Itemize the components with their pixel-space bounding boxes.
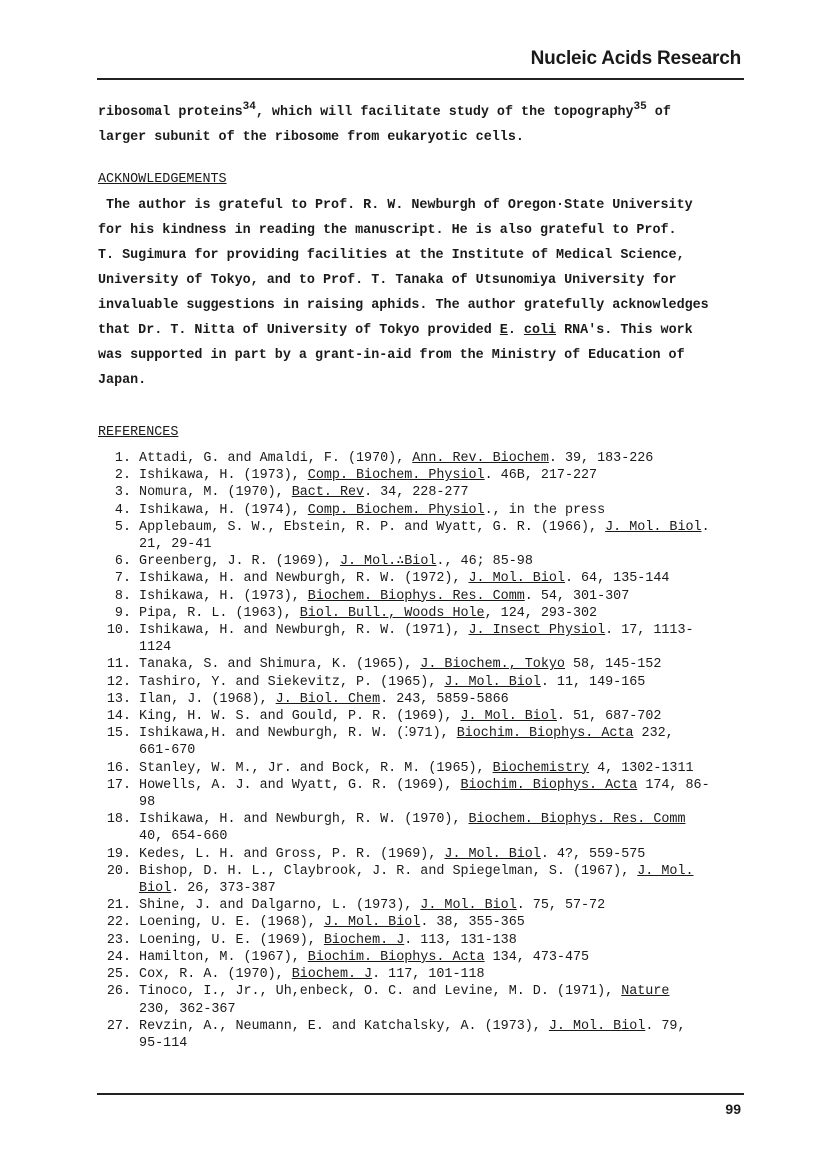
reference-journal: J. Biochem., Tokyo xyxy=(420,657,565,673)
reference-text xyxy=(131,725,674,759)
reference-text xyxy=(131,570,669,587)
reference-details: . 51, 687-702 xyxy=(556,709,662,725)
ack-line-6mid: . xyxy=(507,323,524,338)
reference-text xyxy=(131,897,605,914)
acknowledgements-heading: ACKNOWLEDGEMENTS xyxy=(98,172,227,187)
reference-text xyxy=(131,811,685,845)
reference-text xyxy=(131,656,661,673)
reference-number: 17. xyxy=(106,777,131,793)
reference-journal: J. Mol. Biol xyxy=(444,674,541,690)
reference-journal: Ann. Rev. Biochem xyxy=(412,451,549,466)
reference-authors: Ishikawa, H. (1974), xyxy=(139,502,308,518)
reference-number: 16. xyxy=(106,760,131,776)
header-rule xyxy=(97,78,744,80)
reference-item xyxy=(98,811,758,845)
reference-text xyxy=(131,1018,686,1052)
ack-line: University of Tokyo, and to Prof. T. Tanaka of Utsunomiya University for xyxy=(98,273,677,288)
reference-number: 9. xyxy=(114,605,131,621)
reference-journal: Biol. Bull., Woods Hole xyxy=(299,605,485,621)
references-heading: REFERENCES xyxy=(98,425,179,440)
reference-item xyxy=(98,966,758,983)
reference-details: . xyxy=(701,519,710,535)
reference-continuation: 98 xyxy=(139,795,156,811)
reference-authors: Tinoco, I., Jr., Uh,enbeck, O. C. and Levine, M. D. (1971), xyxy=(139,984,622,1000)
reference-item xyxy=(98,949,758,966)
ack-line: for his kindness in reading the manuscript. He is also grateful to Prof. xyxy=(98,223,677,238)
reference-continuation: 21, 29-41 xyxy=(139,537,212,553)
intro-text-a: ribosomal proteins xyxy=(98,105,243,120)
reference-text xyxy=(131,467,597,484)
reference-authors: King, H. W. S. and Gould, P. R. (1969), xyxy=(139,709,461,725)
reference-journal: Biochem. Biophys. Res. Comm xyxy=(307,588,525,604)
reference-item xyxy=(98,708,758,725)
reference-number: 2. xyxy=(114,468,131,484)
reference-details: . 54, 301-307 xyxy=(524,588,630,604)
reference-text xyxy=(131,691,509,708)
reference-journal: J. Mol. xyxy=(637,863,694,879)
intro-text-c: of xyxy=(646,105,671,120)
reference-text xyxy=(131,932,517,949)
reference-number: 12. xyxy=(106,674,131,690)
reference-item xyxy=(98,914,758,931)
reference-item xyxy=(98,656,758,673)
reference-journal: J. Biol. Chem xyxy=(275,691,381,707)
ack-line: invaluable suggestions in raising aphids. The author gratefully acknowledges xyxy=(98,298,709,313)
reference-details: . 39, 183-226 xyxy=(548,451,654,466)
ack-line: was supported in part by a grant-in-aid from the Ministry of Education of xyxy=(98,348,685,363)
reference-text xyxy=(131,914,525,931)
reference-details: . 17, 1113- xyxy=(605,623,694,639)
reference-continuation: 661-670 xyxy=(139,743,196,759)
reference-number: 21. xyxy=(106,898,131,914)
reference-details: 174, 86- xyxy=(637,777,710,793)
reference-authors: Ishikawa, H. and Newburgh, R. W. (1971), xyxy=(139,623,469,639)
page-number: 99 xyxy=(725,1101,741,1117)
reference-item xyxy=(98,691,758,708)
reference-number: 15. xyxy=(106,726,131,742)
ack-line: T. Sugimura for providing facilities at the Institute of Medical Science, xyxy=(98,248,685,263)
reference-journal: J. Mol. Biol xyxy=(323,915,421,931)
citation-35: 35 xyxy=(633,100,647,113)
reference-authors: Ishikawa, H. and Newburgh, R. W. (1970), xyxy=(139,812,469,828)
reference-number: 13. xyxy=(106,691,131,707)
reference-authors: Nomura, M. (1970), xyxy=(139,485,292,501)
reference-text xyxy=(131,674,645,691)
reference-number: 3. xyxy=(114,485,131,501)
reference-item xyxy=(98,553,758,570)
intro-text-b: , which will facilitate study of the topography xyxy=(255,105,634,120)
reference-journal: Biochim. Biophys. Acta xyxy=(456,726,634,742)
reference-authors: Cox, R. A. (1970), xyxy=(139,967,292,983)
reference-authors: Kedes, L. H. and Gross, P. R. (1969), xyxy=(139,846,445,862)
reference-details: . 75, 57-72 xyxy=(516,898,606,914)
reference-item xyxy=(98,588,758,605)
reference-details: . 38, 355-365 xyxy=(420,915,525,931)
intro-line-2: larger subunit of the ribosome from eukaryotic cells. xyxy=(98,130,524,145)
reference-item xyxy=(98,467,758,484)
reference-journal: J. Mol. Biol xyxy=(548,1018,646,1034)
reference-text xyxy=(131,622,694,656)
reference-details: 4, 1302-1311 xyxy=(589,760,694,776)
reference-details: . 4?, 559-575 xyxy=(540,846,646,862)
reference-number: 26. xyxy=(106,984,131,1000)
reference-item xyxy=(98,502,758,519)
reference-item xyxy=(98,484,758,501)
reference-journal: J. Mol. Biol xyxy=(460,709,557,725)
reference-authors: Attadi, G. and Amaldi, F. (1970), xyxy=(139,451,413,466)
reference-journal: Biochem. J xyxy=(323,932,405,948)
citation-34: 34 xyxy=(242,100,256,113)
reference-number: 23. xyxy=(106,932,131,948)
reference-journal-cont: Biol xyxy=(139,881,172,897)
reference-item xyxy=(98,983,758,1017)
reference-number: 8. xyxy=(114,588,131,604)
reference-text xyxy=(131,966,485,983)
reference-journal: J. Mol. Biol xyxy=(605,519,702,535)
reference-authors: Loening, U. E. (1969), xyxy=(139,932,324,948)
reference-authors: Tashiro, Y. and Siekevitz, P. (1965), xyxy=(139,674,445,690)
reference-text xyxy=(131,983,669,1017)
reference-details: , 124, 293-302 xyxy=(484,605,598,621)
reference-number: 18. xyxy=(106,812,131,828)
reference-authors: Ishikawa, H. (1973), xyxy=(139,468,308,484)
reference-authors: Stanley, W. M., Jr. and Bock, R. M. (1965), xyxy=(139,760,493,776)
reference-journal: Biochim. Biophys. Acta xyxy=(460,777,638,793)
reference-journal: J. Mol. Biol xyxy=(420,898,517,914)
ack-line: The author is grateful to Prof. R. W. Newburgh of Oregon·State University xyxy=(98,198,693,213)
reference-list xyxy=(98,450,758,1052)
reference-authors: Shine, J. and Dalgarno, L. (1973), xyxy=(139,898,421,914)
reference-journal: Biochem. Biophys. Res. Comm xyxy=(468,812,686,828)
journal-title: Nucleic Acids Research xyxy=(530,48,741,69)
reference-number: 20. xyxy=(106,863,131,879)
reference-number: 7. xyxy=(114,571,131,587)
reference-item xyxy=(98,1018,758,1052)
reference-item xyxy=(98,777,758,811)
reference-details: . 46B, 217-227 xyxy=(484,468,598,484)
acknowledgements-body xyxy=(98,193,758,393)
reference-details: ., in the press xyxy=(484,502,606,518)
reference-text xyxy=(131,760,694,777)
reference-item xyxy=(98,725,758,759)
reference-item xyxy=(98,932,758,949)
reference-continuation: 1124 xyxy=(139,640,172,656)
reference-text xyxy=(131,777,710,811)
reference-text xyxy=(131,708,661,725)
reference-journal: Biochem. J xyxy=(291,967,373,983)
reference-number: 10. xyxy=(106,623,131,639)
reference-journal: Nature xyxy=(621,984,670,1000)
reference-text xyxy=(131,450,653,467)
reference-continuation: 95-114 xyxy=(139,1035,188,1051)
reference-details: . 64, 135-144 xyxy=(564,571,670,587)
reference-number: 14. xyxy=(106,709,131,725)
reference-item xyxy=(98,519,758,553)
reference-continuation: 230, 362-367 xyxy=(139,1001,236,1017)
reference-text xyxy=(131,519,710,553)
species-name: coli xyxy=(523,323,557,338)
reference-item xyxy=(98,897,758,914)
reference-details: . 34, 228-277 xyxy=(364,485,469,501)
reference-details: 58, 145-152 xyxy=(564,657,662,673)
reference-authors: Ishikawa,H. and Newburgh, R. W. (⁚971), xyxy=(139,726,457,742)
reference-continuation: 40, 654-660 xyxy=(139,829,228,845)
reference-item xyxy=(98,570,758,587)
ack-line-6a: that Dr. T. Nitta of University of Tokyo provided xyxy=(98,323,500,338)
reference-item xyxy=(98,846,758,863)
reference-authors: Greenberg, J. R. (1969), xyxy=(139,554,340,570)
reference-journal: Biochemistry xyxy=(492,760,590,776)
ack-line: Japan. xyxy=(98,373,147,388)
reference-number: 22. xyxy=(106,915,131,931)
reference-journal: J. Mol. Biol xyxy=(444,846,541,862)
reference-item xyxy=(98,674,758,691)
reference-journal: Bact. Rev xyxy=(291,485,365,501)
reference-number: 19. xyxy=(106,846,131,862)
reference-number: 1. xyxy=(114,451,131,466)
ack-line-6b: RNA's. This work xyxy=(556,323,693,338)
reference-item xyxy=(98,622,758,656)
intro-paragraph xyxy=(98,100,758,150)
reference-number: 6. xyxy=(114,554,131,570)
reference-authors: Tanaka, S. and Shimura, K. (1965), xyxy=(139,657,421,673)
reference-details: ., 46; 85-98 xyxy=(436,554,533,570)
reference-authors: Revzin, A., Neumann, E. and Katchalsky, A. (1973), xyxy=(139,1018,549,1034)
reference-text xyxy=(131,605,597,622)
reference-item xyxy=(98,450,758,467)
reference-journal: Biochim. Biophys. Acta xyxy=(307,949,485,965)
reference-text xyxy=(131,588,629,605)
reference-journal: J. Insect Physiol xyxy=(468,623,606,639)
reference-text xyxy=(131,502,605,519)
reference-journal: J. Mol. Biol xyxy=(468,571,565,587)
reference-text xyxy=(131,553,533,570)
reference-number: 5. xyxy=(114,519,131,535)
reference-authors: Ilan, J. (1968), xyxy=(139,691,276,707)
reference-number: 24. xyxy=(106,949,131,965)
reference-journal: Comp. Biochem. Physiol xyxy=(307,468,485,484)
reference-item xyxy=(98,605,758,622)
reference-number: 27. xyxy=(106,1018,131,1034)
reference-authors: Applebaum, S. W., Ebstein, R. P. and Wyatt, G. R. (1966), xyxy=(139,519,606,535)
reference-continuation: . 26, 373-387 xyxy=(171,881,276,897)
reference-details: . 113, 131-138 xyxy=(404,932,517,948)
reference-authors: Bishop, D. H. L., Claybrook, J. R. and Spiegelman, S. (1967), xyxy=(139,863,638,879)
species-genus: E xyxy=(499,323,508,338)
reference-item xyxy=(98,760,758,777)
reference-details: . 11, 149-165 xyxy=(540,674,646,690)
reference-item xyxy=(98,863,758,897)
reference-number: 11. xyxy=(106,657,131,673)
reference-details: . 117, 101-118 xyxy=(372,967,485,983)
reference-text xyxy=(131,846,645,863)
reference-text xyxy=(131,863,694,897)
reference-journal: J. Mol.∴Biol xyxy=(339,554,437,570)
reference-authors: Ishikawa, H. (1973), xyxy=(139,588,308,604)
reference-number: 4. xyxy=(114,502,131,518)
footer-rule xyxy=(97,1093,744,1095)
reference-details: 232, xyxy=(633,726,674,742)
reference-text xyxy=(131,484,469,501)
reference-authors: Loening, U. E. (1968), xyxy=(139,915,324,931)
reference-authors: Ishikawa, H. and Newburgh, R. W. (1972), xyxy=(139,571,469,587)
reference-details: . 79, xyxy=(645,1018,686,1034)
reference-authors: Hamilton, M. (1967), xyxy=(139,949,308,965)
reference-number: 25. xyxy=(106,967,131,983)
reference-text xyxy=(131,949,589,966)
reference-details: 134, 473-475 xyxy=(484,949,590,965)
reference-authors: Pipa, R. L. (1963), xyxy=(139,605,300,621)
reference-details: . 243, 5859-5866 xyxy=(380,691,509,707)
reference-journal: Comp. Biochem. Physiol xyxy=(307,502,485,518)
reference-authors: Howells, A. J. and Wyatt, G. R. (1969), xyxy=(139,777,461,793)
